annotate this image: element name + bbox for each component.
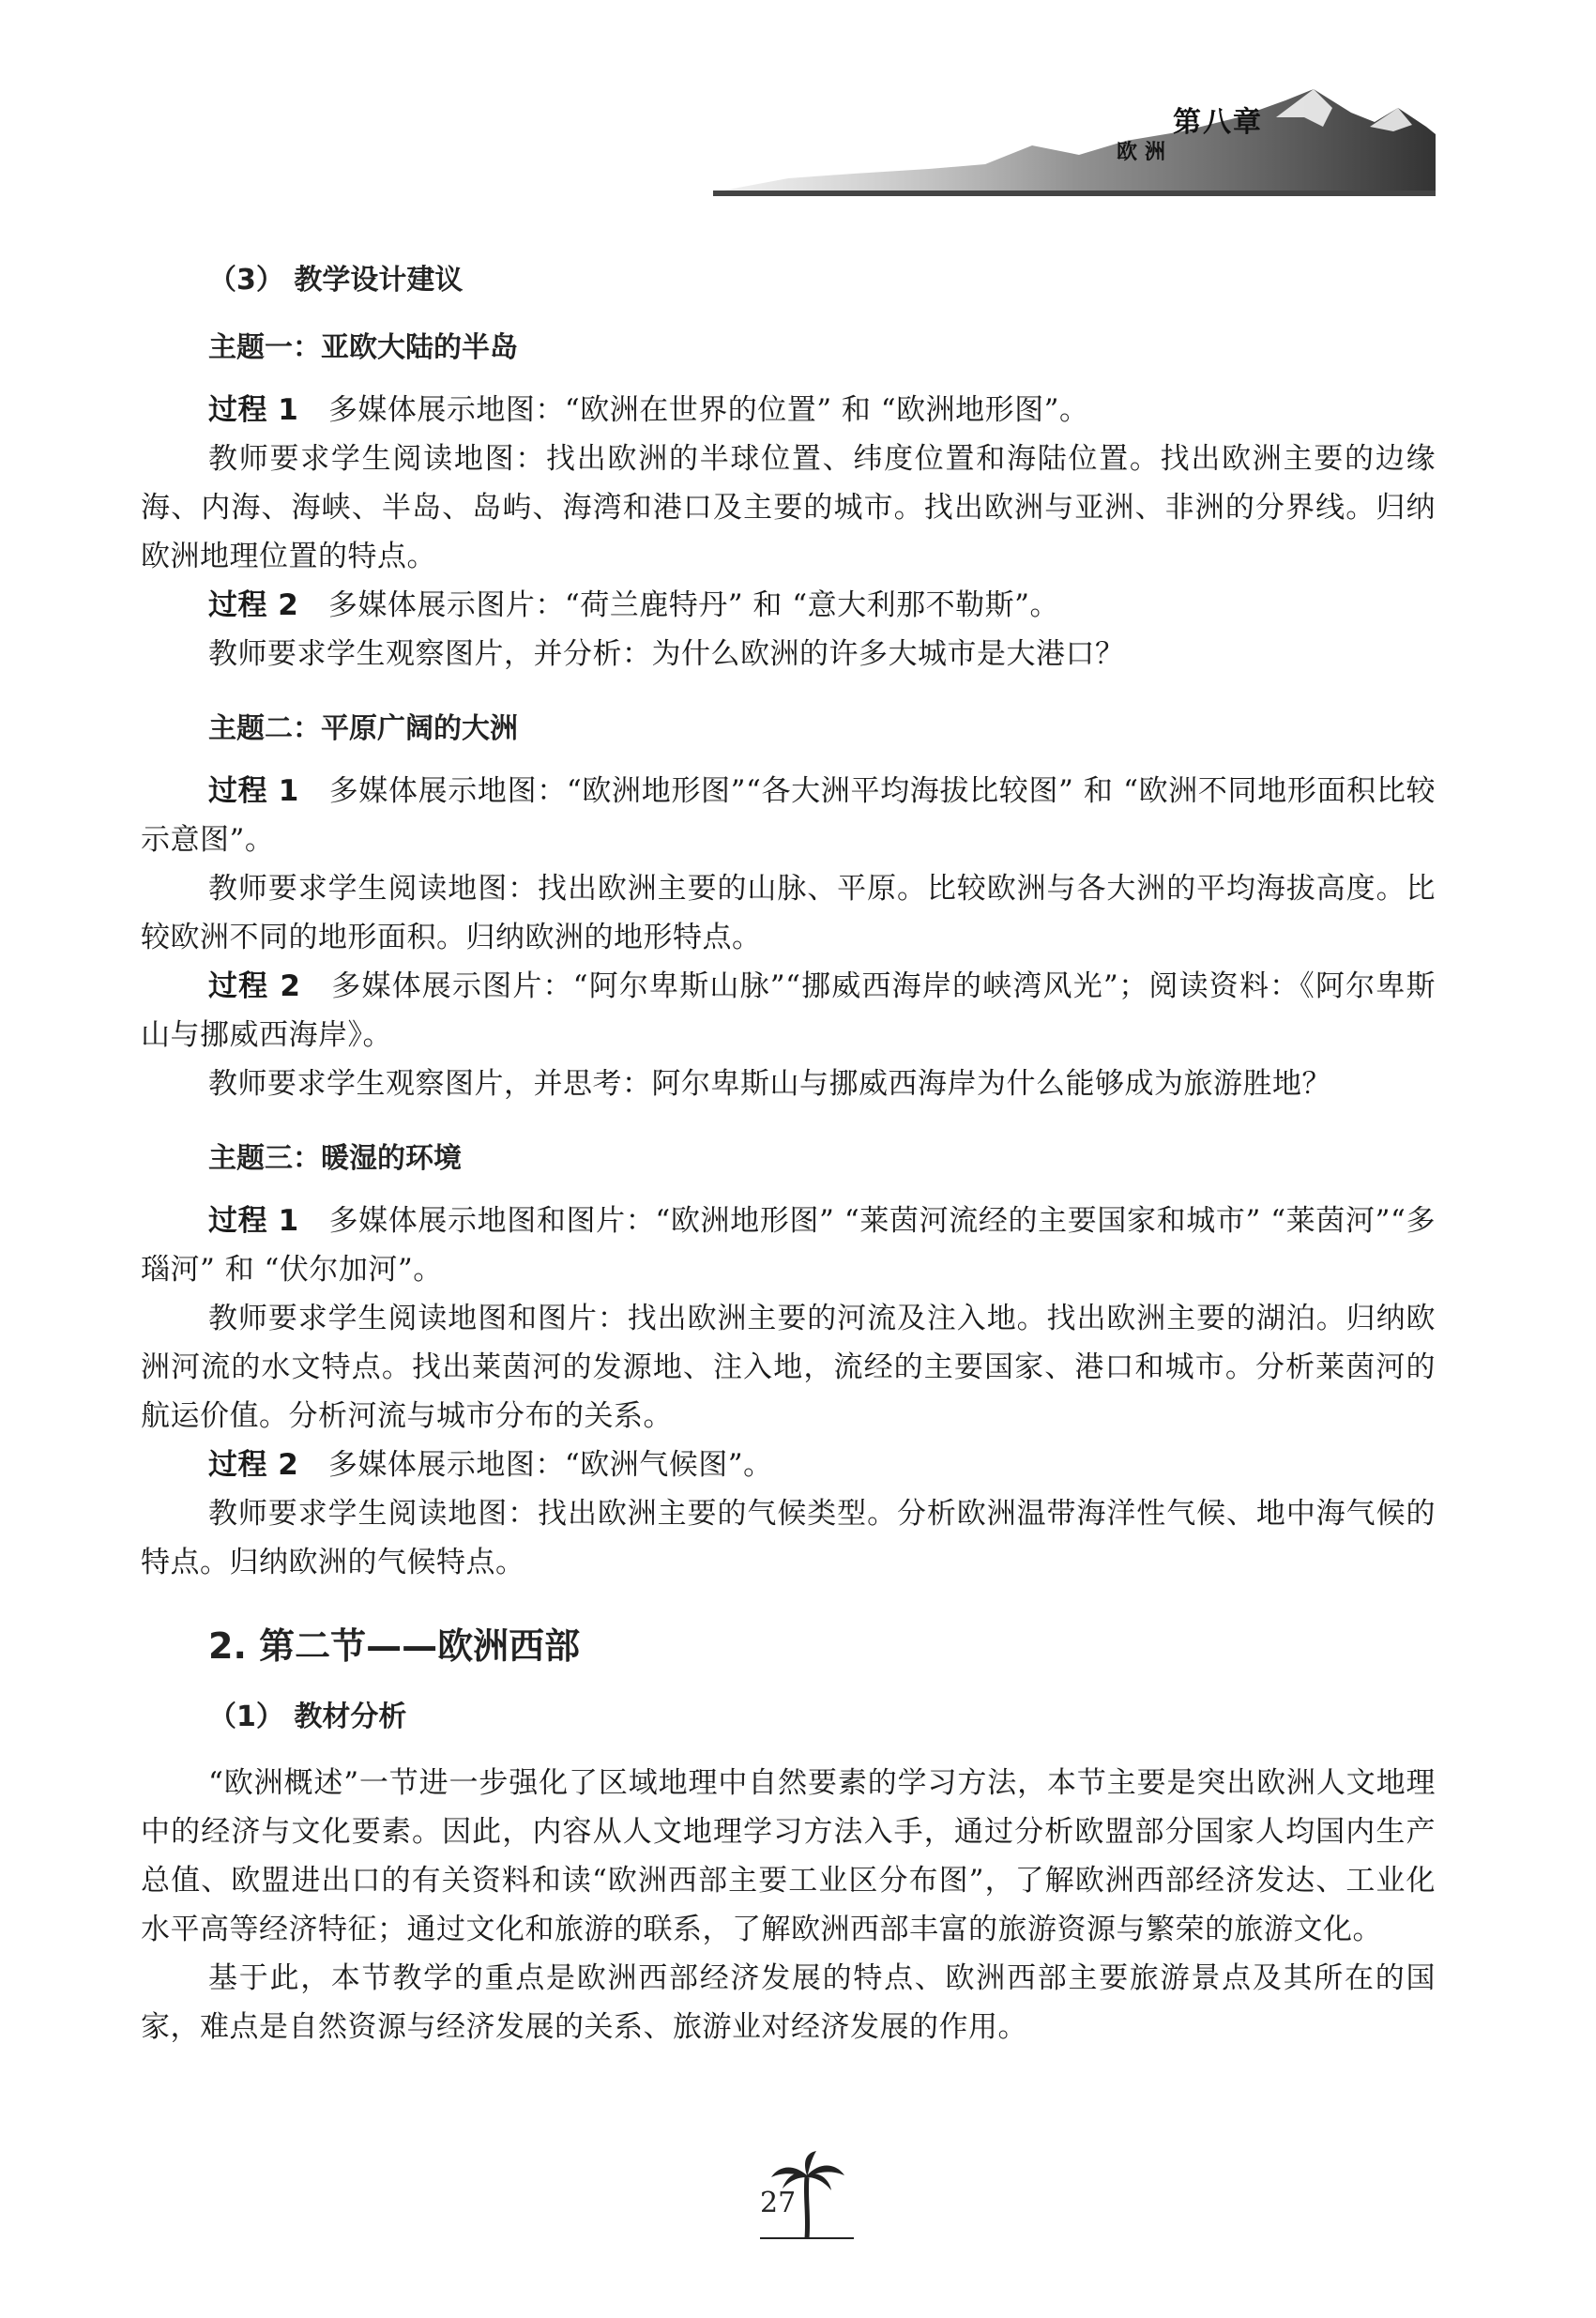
paragraph: 教师要求学生阅读地图：找出欧洲的半球位置、纬度位置和海陆位置。找出欧洲主要的边缘海、内海、海峡、半岛、岛屿、海湾和港口及主要的城市。找出欧洲与亚洲、非洲的分界线。归纳欧洲地理位置的特点。 xyxy=(141,442,1436,573)
paragraph: 过程 2 多媒体展示图片：“荷兰鹿特丹” 和 “意大利那不勒斯”。 xyxy=(208,588,1059,622)
paragraph: 过程 1 多媒体展示地图：“欧洲地形图”“各大洲平均海拔比较图” 和 “欧洲不同地形面积比较示意图”。 xyxy=(141,774,1436,857)
paragraph: 过程 1 多媒体展示地图：“欧洲在世界的位置” 和 “欧洲地形图”。 xyxy=(208,393,1089,427)
section-heading: 2. 第二节——欧洲西部 xyxy=(208,1625,581,1667)
process-label: 过程 1 xyxy=(208,774,299,808)
paragraph: 教师要求学生阅读地图：找出欧洲主要的气候类型。分析欧洲温带海洋性气候、地中海气候的特点。归纳欧洲的气候特点。 xyxy=(141,1497,1436,1579)
paragraph: 教师要求学生观察图片，并分析：为什么欧洲的许多大城市是大港口？ xyxy=(208,637,1125,671)
paragraph: 教师要求学生阅读地图：找出欧洲主要的山脉、平原。比较欧洲与各大洲的平均海拔高度。比较欧洲不同的地形面积。归纳欧洲的地形特点。 xyxy=(141,872,1436,954)
section-label: （1） 教材分析 xyxy=(208,1700,407,1733)
paragraph: 过程 1 多媒体展示地图和图片：“欧洲地形图” “莱茵河流经的主要国家和城市” “莱茵河”“多瑙河” 和 “伏尔加河”。 xyxy=(141,1204,1436,1287)
process-label: 过程 2 xyxy=(208,1448,299,1482)
mountain-illustration xyxy=(713,89,1436,202)
paragraph: 过程 2 多媒体展示图片：“阿尔卑斯山脉”“挪威西海岸的峡湾风光”；阅读资料：《阿尔卑斯山与挪威西海岸》。 xyxy=(141,969,1436,1052)
process-label: 过程 2 xyxy=(208,588,299,622)
paragraph: 教师要求学生观察图片，并思考：阿尔卑斯山与挪威西海岸为什么能够成为旅游胜地？ xyxy=(208,1067,1331,1101)
topic-heading: 主题三：暖湿的环境 xyxy=(208,1142,462,1175)
paragraph: 教师要求学生阅读地图和图片：找出欧洲主要的河流及注入地。找出欧洲主要的湖泊。归纳欧洲河流的水文特点。找出莱茵河的发源地、注入地，流经的主要国家、港口和城市。分析莱茵河的航运价值。分析河流与城市分布的关系。 xyxy=(141,1302,1436,1433)
process-label: 过程 1 xyxy=(208,393,299,427)
paragraph: 过程 2 多媒体展示地图：“欧洲气候图”。 xyxy=(208,1448,773,1482)
section-label: （3） 教学设计建议 xyxy=(208,264,464,297)
page-number: 27 xyxy=(760,2187,797,2219)
paragraph: 基于此，本节教学的重点是欧洲西部经济发展的特点、欧洲西部主要旅游景点及其所在的国家，难点是自然资源与经济发展的关系、旅游业对经济发展的作用。 xyxy=(141,1961,1436,2044)
process-label: 过程 1 xyxy=(208,1204,299,1238)
topic-heading: 主题一：亚欧大陆的半岛 xyxy=(208,331,518,364)
chapter-number: 第八章 xyxy=(1173,106,1263,139)
main-content xyxy=(141,239,1436,2051)
paragraph: “欧洲概述”一节进一步强化了区域地理中自然要素的学习方法，本节主要是突出欧洲人文地理中的经济与文化要素。因此，内容从人文地理学习方法入手，通过分析欧盟部分国家人均国内生产总值、欧盟进出口的有关资料和读“欧洲西部主要工业区分布图”，了解欧洲西部经济发达、工业化水平高等经济特征；通过文化和旅游的联系，了解欧洲西部丰富的旅游资源与繁荣的旅游文化。 xyxy=(141,1766,1436,1946)
topic-heading: 主题二：平原广阔的大洲 xyxy=(208,712,518,745)
chapter-title: 欧洲 xyxy=(1117,141,1174,164)
page-footer xyxy=(751,2149,863,2243)
chapter-header xyxy=(713,89,1436,202)
process-label: 过程 2 xyxy=(208,969,301,1003)
